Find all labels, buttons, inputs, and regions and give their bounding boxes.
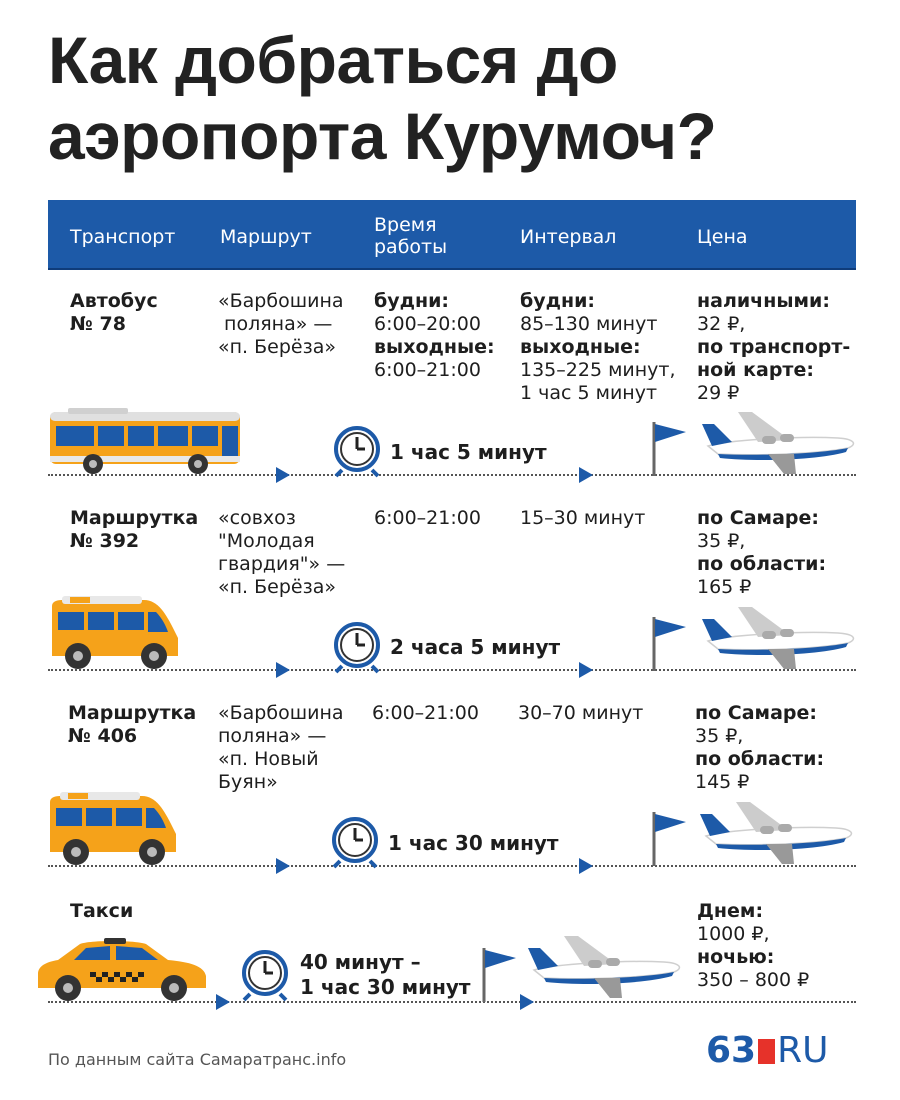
flag-icon	[480, 946, 520, 1004]
row-4-duration	[300, 950, 471, 1000]
flag-icon	[650, 420, 690, 478]
row-1-route-line: «п. Берёза»	[218, 336, 336, 358]
row-1-price-line: наличными:	[697, 290, 830, 312]
row-1-name: Автобус	[70, 290, 158, 312]
row-2-hours	[374, 507, 481, 530]
row-3-number: № 406	[68, 725, 138, 747]
minibus-icon	[46, 792, 180, 868]
header-price: Цена	[697, 226, 748, 248]
row-1-duration: 1 час 5 минут	[390, 440, 547, 464]
arrow-icon	[577, 661, 595, 679]
clock-icon	[332, 424, 382, 478]
clock-icon	[332, 620, 382, 674]
row-2-hours-line: 6:00–21:00	[374, 507, 481, 529]
logo-suffix: RU	[777, 1030, 829, 1071]
row-1-price-line: 29 ₽	[697, 382, 740, 404]
row-2-price	[697, 507, 826, 599]
row-2-route-line: "Молодая	[218, 530, 315, 552]
row-2-duration: 2 часа 5 минут	[390, 635, 561, 659]
row-3-name: Маршрутка	[68, 702, 197, 724]
row-3-transport	[68, 702, 196, 748]
logo-square-icon	[758, 1039, 775, 1064]
arrow-icon	[577, 466, 595, 484]
row-3-route-line: Буян»	[218, 771, 278, 793]
bus-icon	[48, 408, 244, 476]
header-hours	[374, 214, 447, 258]
row-1-price-line: ной карте:	[697, 359, 814, 381]
row-3-route-line: «п. Новый	[218, 748, 319, 770]
row-3-route	[218, 702, 344, 794]
flag-icon	[650, 810, 690, 868]
arrow-icon	[274, 661, 292, 679]
row-1-hours-line: будни:	[374, 290, 450, 312]
row-3-price-line: 145 ₽	[695, 771, 750, 793]
row-4-price-line: 350 – 800 ₽	[697, 969, 810, 991]
row-1-route	[218, 290, 344, 359]
row-2-interval	[520, 507, 645, 530]
row-2-transport	[70, 507, 198, 553]
row-3-price	[695, 702, 824, 794]
row-1-route-line: «Барбошина	[218, 290, 344, 312]
row-4-duration-line2: 1 час 30 минут	[300, 975, 471, 999]
row-2-route	[218, 507, 345, 599]
clock-icon	[240, 948, 290, 1002]
row-1-price-line: 32 ₽,	[697, 313, 746, 335]
row-4-price-line: Днем:	[697, 900, 764, 922]
airplane-icon	[524, 934, 686, 1000]
clock-icon	[330, 815, 380, 869]
logo-number: 63	[706, 1030, 757, 1071]
row-3-price-line: 35 ₽,	[695, 725, 744, 747]
row-3-hours-line: 6:00–21:00	[372, 702, 479, 724]
source-note: По данным сайта Самаратранс.info	[48, 1050, 347, 1069]
arrow-icon	[274, 857, 292, 875]
flag-icon	[650, 615, 690, 673]
airplane-icon	[698, 605, 860, 671]
row-1-hours-line: 6:00–20:00	[374, 313, 481, 335]
row-2-route-line: гвардия"» —	[218, 553, 346, 575]
row-1-interval-line: выходные:	[520, 336, 641, 358]
row-1-route-line: поляна» —	[218, 313, 333, 335]
row-3-hours	[372, 702, 479, 725]
airplane-icon	[698, 410, 860, 476]
row-2-name: Маршрутка	[70, 507, 199, 529]
row-4-name: Такси	[70, 900, 134, 922]
row-3-interval	[518, 702, 643, 725]
row-1-hours	[374, 290, 495, 382]
row-1-interval-line: 135–225 минут,	[520, 359, 676, 381]
row-1-interval-line: 1 час 5 минут	[520, 382, 658, 404]
row-1-interval-line: 85–130 минут	[520, 313, 658, 335]
row-3-interval-line: 30–70 минут	[518, 702, 644, 724]
row-4-price-line: 1000 ₽,	[697, 923, 770, 945]
row-1-interval-line: будни:	[520, 290, 596, 312]
row-3-price-line: по области:	[695, 748, 825, 770]
arrow-icon	[214, 993, 232, 1011]
row-4-price-line: ночью:	[697, 946, 775, 968]
header-interval: Интервал	[520, 226, 617, 248]
row-1-number: № 78	[70, 313, 126, 335]
row-2-price-line: по области:	[697, 553, 827, 575]
header-hours-line1: Время	[374, 214, 437, 236]
header-route: Маршрут	[220, 226, 312, 248]
header-hours-line2: работы	[374, 236, 448, 258]
airplane-icon	[696, 800, 858, 866]
row-4-price	[697, 900, 809, 992]
row-1-hours-line: выходные:	[374, 336, 495, 358]
header-transport: Транспорт	[70, 226, 176, 248]
site-logo	[706, 1030, 828, 1071]
row-2-interval-line: 15–30 минут	[520, 507, 646, 529]
row-3-duration: 1 час 30 минут	[388, 831, 559, 855]
route-line	[48, 1001, 856, 1003]
row-1-hours-line: 6:00–21:00	[374, 359, 481, 381]
row-1-price-line: по транспорт-	[697, 336, 851, 358]
row-4-transport	[70, 900, 133, 923]
taxi-icon	[34, 938, 210, 1004]
row-2-price-line: 165 ₽	[697, 576, 752, 598]
title-line-1: Как добраться до	[48, 23, 618, 97]
row-2-route-line: «совхоз	[218, 507, 296, 529]
row-1-transport	[70, 290, 158, 336]
title-line-2: аэропорта Курумоч?	[48, 99, 717, 173]
row-3-price-line: по Самаре:	[695, 702, 817, 724]
row-1-price	[697, 290, 850, 405]
row-1-interval	[520, 290, 676, 405]
row-4-duration-line1: 40 минут –	[300, 950, 421, 974]
row-3-route-line: «Барбошина	[218, 702, 344, 724]
arrow-icon	[577, 857, 595, 875]
row-3-route-line: поляна» —	[218, 725, 327, 747]
arrow-icon	[274, 466, 292, 484]
row-2-number: № 392	[70, 530, 140, 552]
minibus-icon	[48, 596, 182, 672]
page-title	[48, 22, 716, 174]
row-2-route-line: «п. Берёза»	[218, 576, 336, 598]
row-2-price-line: по Самаре:	[697, 507, 819, 529]
row-2-price-line: 35 ₽,	[697, 530, 746, 552]
